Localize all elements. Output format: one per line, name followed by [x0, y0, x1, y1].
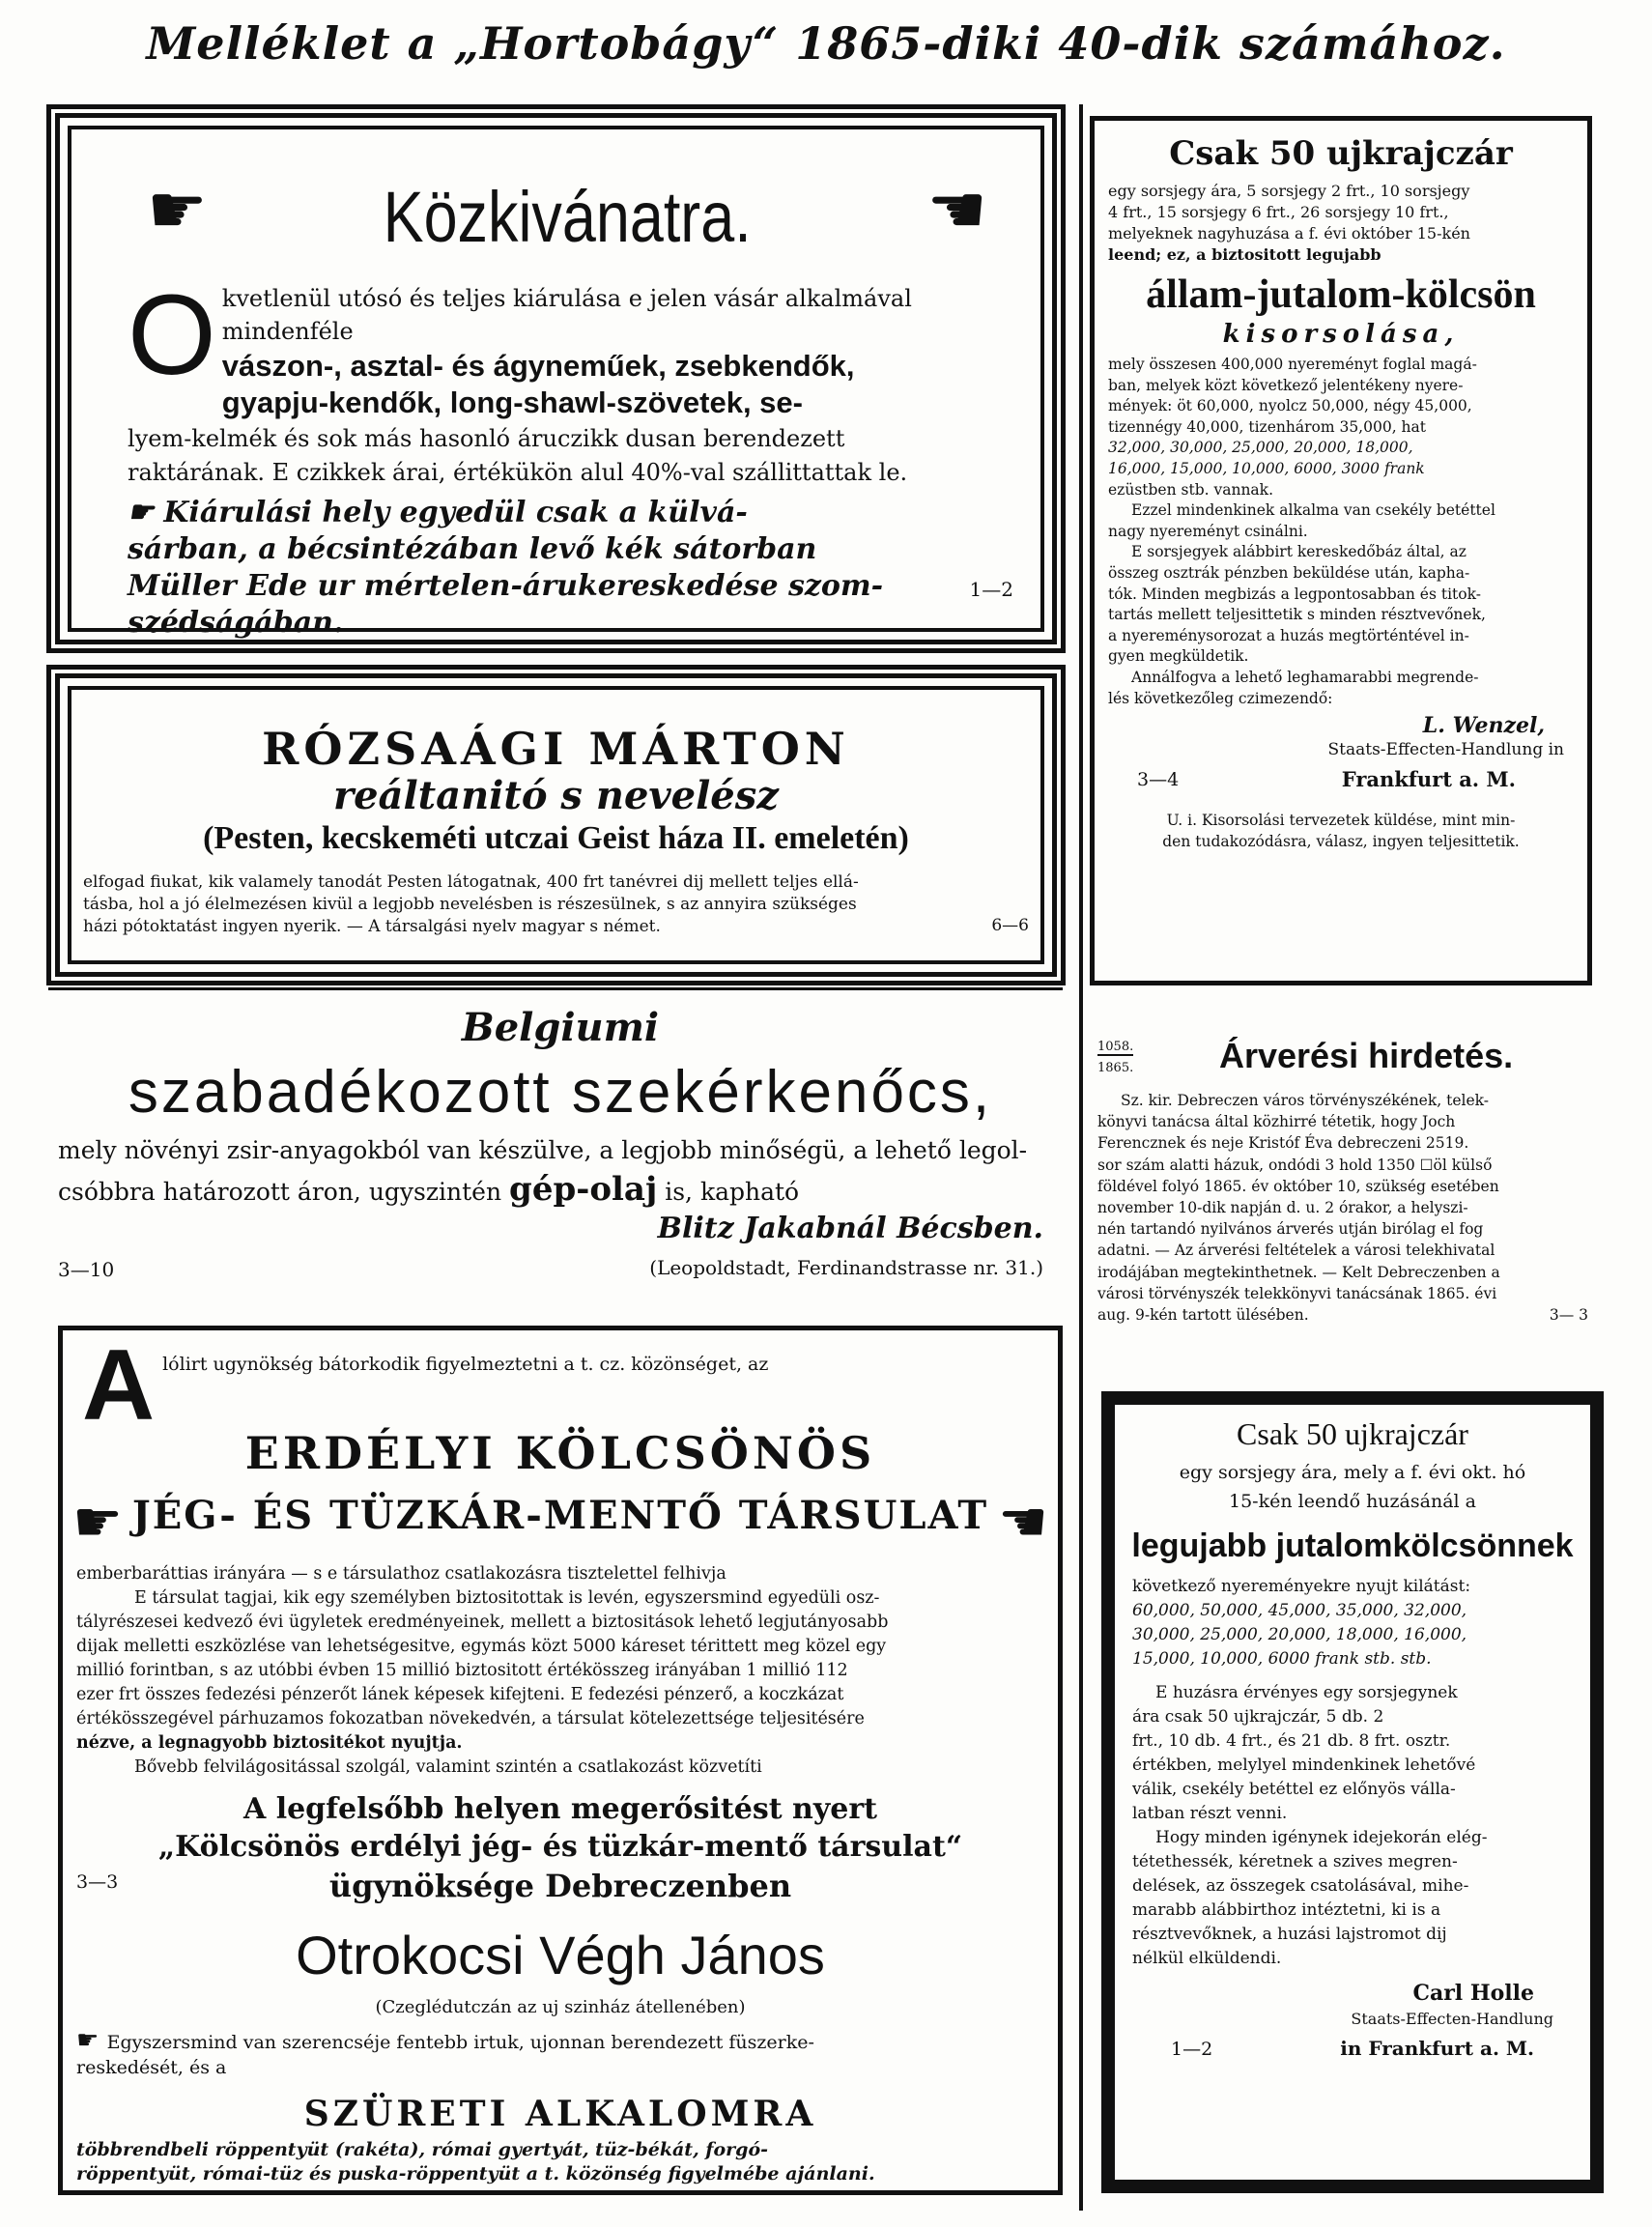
body-line: válik, csekély betéttel ez előnyös válla- [1132, 1780, 1456, 1799]
body-line: következő nyereményekre nyujt kilátást: [1132, 1577, 1471, 1596]
body-line: 60,000, 50,000, 45,000, 35,000, 32,000, [1132, 1601, 1467, 1620]
body-line: sor szám alatti házuk, ondódi 3 hold 1350 ☐öl külső [1097, 1156, 1493, 1174]
body-line: elfogad fiukat, kik valamely tanodát Pesten látogatnak, 400 frt tanévrei dij mellett teljes ellá- [83, 872, 859, 892]
ad-title: Csak 50 ujkrajczár [1237, 1416, 1468, 1451]
body-line: marabb alábbirthoz intéztetni, ki is a [1132, 1900, 1441, 1920]
ad-szekerkenocs [58, 1005, 1063, 1295]
body-line: ára csak 50 ujkrajczár, 5 db. 2 [1132, 1707, 1384, 1727]
separator-rule [48, 987, 1063, 990]
body-line: értékösszegével párhuzamos fokozatban növekedvén, a társulat kötelezettsége teljesitésére [76, 1709, 865, 1728]
signature-firm: Staats-Effecten-Handlung [1351, 2010, 1553, 2028]
body-line: tartás mellett teljesittetik s minden résztvevőnek, [1108, 606, 1486, 624]
body-line: 15,000, 10,000, 6000 frank stb. stb. [1132, 1649, 1432, 1669]
signature-name: Carl Holle [1412, 1981, 1534, 2006]
body-line: mely összesen 400,000 nyereményt foglal magá- [1108, 356, 1477, 373]
column-rule [1079, 104, 1083, 2211]
body-line: ezüstben stb. vannak. [1108, 480, 1273, 499]
body-line: mények: öt 60,000, nyolcz 50,000, négy 45,000, [1108, 397, 1472, 415]
ad-address: (Pesten, kecskeméti utczai Geist háza II. emeletén) [203, 820, 909, 856]
signature-firm: Staats-Effecten-Handlung in [1327, 740, 1564, 760]
agent-address: (Czeglédutczán az uj szinház átellenében) [375, 1997, 746, 2017]
body-line: nélkül elküldendi. [1132, 1949, 1282, 1968]
drop-cap: A [82, 1329, 156, 1442]
body-line: 32,000, 30,000, 25,000, 20,000, 18,000, [1108, 439, 1413, 457]
pointing-hand-icon: ☛ [76, 2026, 107, 2055]
pointing-hand-icon: ☛ [128, 496, 164, 529]
footer-line: den tudakozódásra, válasz, ingyen teljesittetik. [1162, 833, 1520, 851]
body-line: millió forintban, s az utóbbi évben 15 millió biztositott értékösszeg irányában 1 millió 112 [76, 1661, 848, 1680]
ad-allam-jutalom-kolcson [1090, 116, 1592, 985]
pointing-hand-left-icon: ☚ [998, 1489, 1048, 1555]
body-line: többrendbeli röppentyüt (rakéta), római gyertyát, tüz-békát, forgó- [76, 2139, 768, 2160]
body-line: ezer frt összes fedezési pénzerőt lánek képesek kifejteni. E fedezési pénzerő, a koczkázat [76, 1685, 844, 1704]
body-line: leend; ez, a biztositott legujabb [1108, 245, 1381, 264]
occasion-title: SZÜRETI ALKALOMRA [303, 2094, 817, 2134]
ad-number: 3—4 [1137, 769, 1180, 791]
body-line: földével folyó 1865. év október 10, szükség esetében [1097, 1177, 1499, 1195]
body-line: november 10-dik napján d. u. 2 órakor, a helyszi- [1097, 1199, 1468, 1217]
ad-number: 3— 3 [1549, 1306, 1588, 1325]
footer-line: U. i. Kisorsolási tervezetek küldése, mint min- [1166, 812, 1516, 830]
italic-line: Müller Ede ur mértelen-árukereskedése szom- [128, 569, 884, 603]
ad-signature: Blitz Jakabnál Bécsben. [657, 1212, 1043, 1245]
ad-kozkivanatra [46, 104, 1066, 653]
ad-title: szabadékozott szekérkenőcs, [128, 1059, 993, 1126]
body-line: Bővebb felvilágositással szolgál, valamint szintén a csatlakozást közvetíti [134, 1757, 762, 1777]
body-line: reskedését, és a [76, 2057, 227, 2078]
ad-rozsaagi [46, 665, 1066, 985]
body-line: tétethessék, kéretnek a szives megren- [1132, 1852, 1458, 1871]
loan-title: állam-jutalom-kölcsön [1146, 272, 1536, 317]
pointing-hand-icon: ☛ [72, 1489, 123, 1555]
body-line: résztvevőknek, a huzási lajstromot dij [1132, 1925, 1447, 1944]
product-name: gép-olaj [509, 1170, 658, 1209]
ad-title: Árverési hirdetés. [1219, 1036, 1514, 1075]
ad-number: 6—6 [991, 916, 1029, 935]
body-line: nézve, a legnagyobb biztositékot nyujtja. [76, 1733, 463, 1753]
body-line: lés következőleg czimezendő: [1108, 689, 1333, 707]
body-line: nén tartandó nyilvános árverés utján birólag el fog [1097, 1220, 1484, 1239]
loan-title: legujabb jutalomkölcsönnek [1131, 1527, 1574, 1564]
body-line: Annálfogva a lehető leghamarabbi megrende- [1131, 668, 1479, 686]
body-line: Ezzel mindenkinek alkalma van csekély betéttel [1131, 501, 1495, 520]
body-line: tizennégy 40,000, tizenhárom 35,000, hat [1108, 417, 1426, 436]
ad-heading: Belgiumi [461, 1005, 660, 1050]
body-line: értékben, melylyel mindenkinek lehetővé [1132, 1756, 1476, 1775]
body-line: Ferencznek és neje Kristóf Éva debreczeni 2519. [1097, 1134, 1469, 1153]
ad-title: Csak 50 ujkrajczár [1169, 134, 1513, 173]
ad-number: 3—10 [58, 1258, 115, 1281]
body-line: latban részt venni. [1132, 1804, 1288, 1823]
body-line: gyapju-kendők, long-shawl-szövetek, se- [221, 385, 803, 419]
body-line: Sz. kir. Debreczen város törvényszékének, telek- [1121, 1092, 1489, 1109]
italic-line: sárban, a bécsintézában levő kék sátorban [128, 532, 817, 566]
body-line: röppentyüt, római-tüz és puska-röppentyüt a t. közönség figyelmébe ajánlani. [76, 2163, 875, 2184]
body-line: 16,000, 15,000, 10,000, 6000, 3000 frank [1108, 459, 1425, 477]
company-subtitle: JÉG- ÉS TÜZKÁR-MENTŐ TÁRSULAT [131, 1493, 989, 1538]
body-line: 4 frt., 15 sorsjegy 6 frt., 26 sorsjegy 10 frt., [1108, 203, 1449, 221]
company-title: ERDÉLYI KÖLCSÖNÖS [244, 1427, 876, 1479]
center-line: „Kölcsönös erdélyi jég- és tüzkár-mentő társulat“ [157, 1830, 963, 1864]
ad-arveresi-hirdetes [1094, 1016, 1596, 1374]
body-line: adatni. — Az árverési feltételek a városi telekhivatal [1097, 1242, 1495, 1260]
pointing-hand-left-icon: ☚ [926, 170, 987, 249]
italic-line: ☛ Kiárulási hely egyedül csak a külvá- [128, 496, 748, 529]
body-line: tályrészesei kedvező évi ügyletek eredményeinek, mellett a biztositások lehető legjutányosabb [76, 1613, 889, 1632]
body-line: nagy nyereményt csinálni. [1108, 522, 1308, 540]
body-line: gyen megküldetik. [1108, 647, 1249, 666]
body-line: 30,000, 25,000, 20,000, 18,000, 16,000, [1132, 1625, 1467, 1644]
agent-name: Otrokocsi Végh János [296, 1925, 825, 1985]
center-line: ügynöksége Debreczenben [328, 1868, 792, 1904]
body-line: Hogy minden igénynek idejekorán elég- [1155, 1828, 1488, 1847]
body-line: a nyereménysorozat a huzás megtörténtével in- [1108, 626, 1469, 644]
body-line: emberbaráttias irányára — s e társulathoz csatlakozásra tisztelettel felhivja [76, 1564, 726, 1584]
body-line: raktárának. E czikkek árai, értékükön alul 40%-val szállittattak le. [128, 459, 908, 486]
body-line: ban, melyek közt következő jelentékeny nyere- [1108, 376, 1464, 394]
body-line: tók. Minden megbizás a legpontosabban és titok- [1108, 585, 1481, 603]
ref-number: 1058. [1097, 1040, 1134, 1054]
body-line: melyeknek nagyhuzása a f. évi október 15-kén [1108, 224, 1470, 243]
italic-line: szédságában. [128, 606, 344, 640]
body-line: irodájában megtekinthetnek. — Kelt Debreczenben a [1097, 1263, 1500, 1281]
body-line: könyvi tanácsa által közhirré tétetik, hogy Joch [1097, 1113, 1456, 1131]
body-line: E huzásra érvényes egy sorsjegynek [1155, 1683, 1458, 1702]
ref-year: 1865. [1097, 1061, 1134, 1075]
center-line: A legfelsőbb helyen megerősitést nyert [242, 1792, 878, 1826]
ad-name: RÓZSAÁGI MÁRTON [262, 723, 850, 775]
body-line: egy sorsjegy ára, 5 sorsjegy 2 frt., 10 sorsjegy [1108, 182, 1470, 200]
body-line: összeg osztrák pénzben beküldése után, kapha- [1108, 563, 1470, 582]
ad-erdelyi-tarsulat [58, 1326, 1063, 2195]
ad-jutalomkolcson [1101, 1391, 1604, 2193]
body-line: aug. 9-kén tartott ülésében. 3— 3 [1097, 1304, 1588, 1326]
body-line: egy sorsjegy ára, mely a f. évi okt. hó [1179, 1462, 1526, 1483]
body-line: csóbbra határozott áron, ugyszintén gép-olaj is, kapható [58, 1170, 800, 1209]
ad-address: (Leopoldstadt, Ferdinandstrasse nr. 31.) [649, 1256, 1043, 1279]
ad-subtitle: reáltanitó s nevelész [333, 773, 779, 818]
ad-title: Közkivánatra. [383, 177, 752, 257]
body-line: lyem-kelmék és sok más hasonló áruczikk dusan berendezett [128, 425, 845, 452]
body-line: tásba, hol a jó élelmezésen kivül a legjobb nevelésben is részesülnek, s az annyira szükséges [83, 895, 857, 914]
body-line: mely növényi zsir-anyagokból van készülve, a legjobb minőségü, a lehető legol- [58, 1136, 1028, 1164]
signature-city: in Frankfurt a. M. [1340, 2037, 1534, 2060]
ad-number: 1—2 [1171, 2039, 1213, 2060]
ad-number: 1—2 [969, 578, 1013, 601]
body-line: 15-kén leendő huzásánál a [1229, 1491, 1476, 1512]
body-line: E társulat tagjai, kik egy személyben biztositottak is levén, egyszersmind egyedüli osz- [134, 1588, 880, 1608]
signature-city: Frankfurt a. M. [1341, 767, 1516, 792]
body-line: dijak melletti eszközlése van lehetségesitve, egymás közt 5000 káreset térittett meg közel egy [76, 1637, 887, 1656]
signature-name: L. Wenzel, [1422, 713, 1545, 739]
intro-line: lólirt ugynökség bátorkodik figyelmeztetni a t. cz. közönséget, az [162, 1354, 769, 1375]
supplement-header: Melléklet a „Hortobágy“ 1865-diki 40-dik számához. [146, 17, 1506, 70]
body-line: városi törvényszék telekkönyvi tanácsának 1865. évi [1097, 1284, 1497, 1302]
body-line: kvetlenül utósó és teljes kiárulása e jelen vásár alkalmával mindenféle [221, 285, 912, 345]
body-line: házi pótoktatást ingyen nyerik. — A társalgási nyelv magyar s német. [83, 917, 661, 936]
pointing-hand-icon: ☛ [147, 170, 208, 249]
body-line: vászon-, asztal- és ágyneműek, zsebkendők, [221, 349, 855, 383]
drop-cap: O [128, 271, 216, 399]
body-line: delések, az összegek csatolásával, mihe- [1132, 1876, 1469, 1896]
body-line: ☛ Egyszersmind van szerencséje fentebb irtuk, ujonnan berendezett füszerke- [76, 2026, 814, 2055]
body-line: frt., 10 db. 4 frt., és 21 db. 8 frt. osztr. [1132, 1731, 1451, 1751]
body-line: E sorsjegyek alábbirt kereskedőbáz által, az [1131, 543, 1467, 561]
draw-title: kisorsolása, [1222, 320, 1460, 349]
ad-number: 3—3 [76, 1871, 119, 1893]
